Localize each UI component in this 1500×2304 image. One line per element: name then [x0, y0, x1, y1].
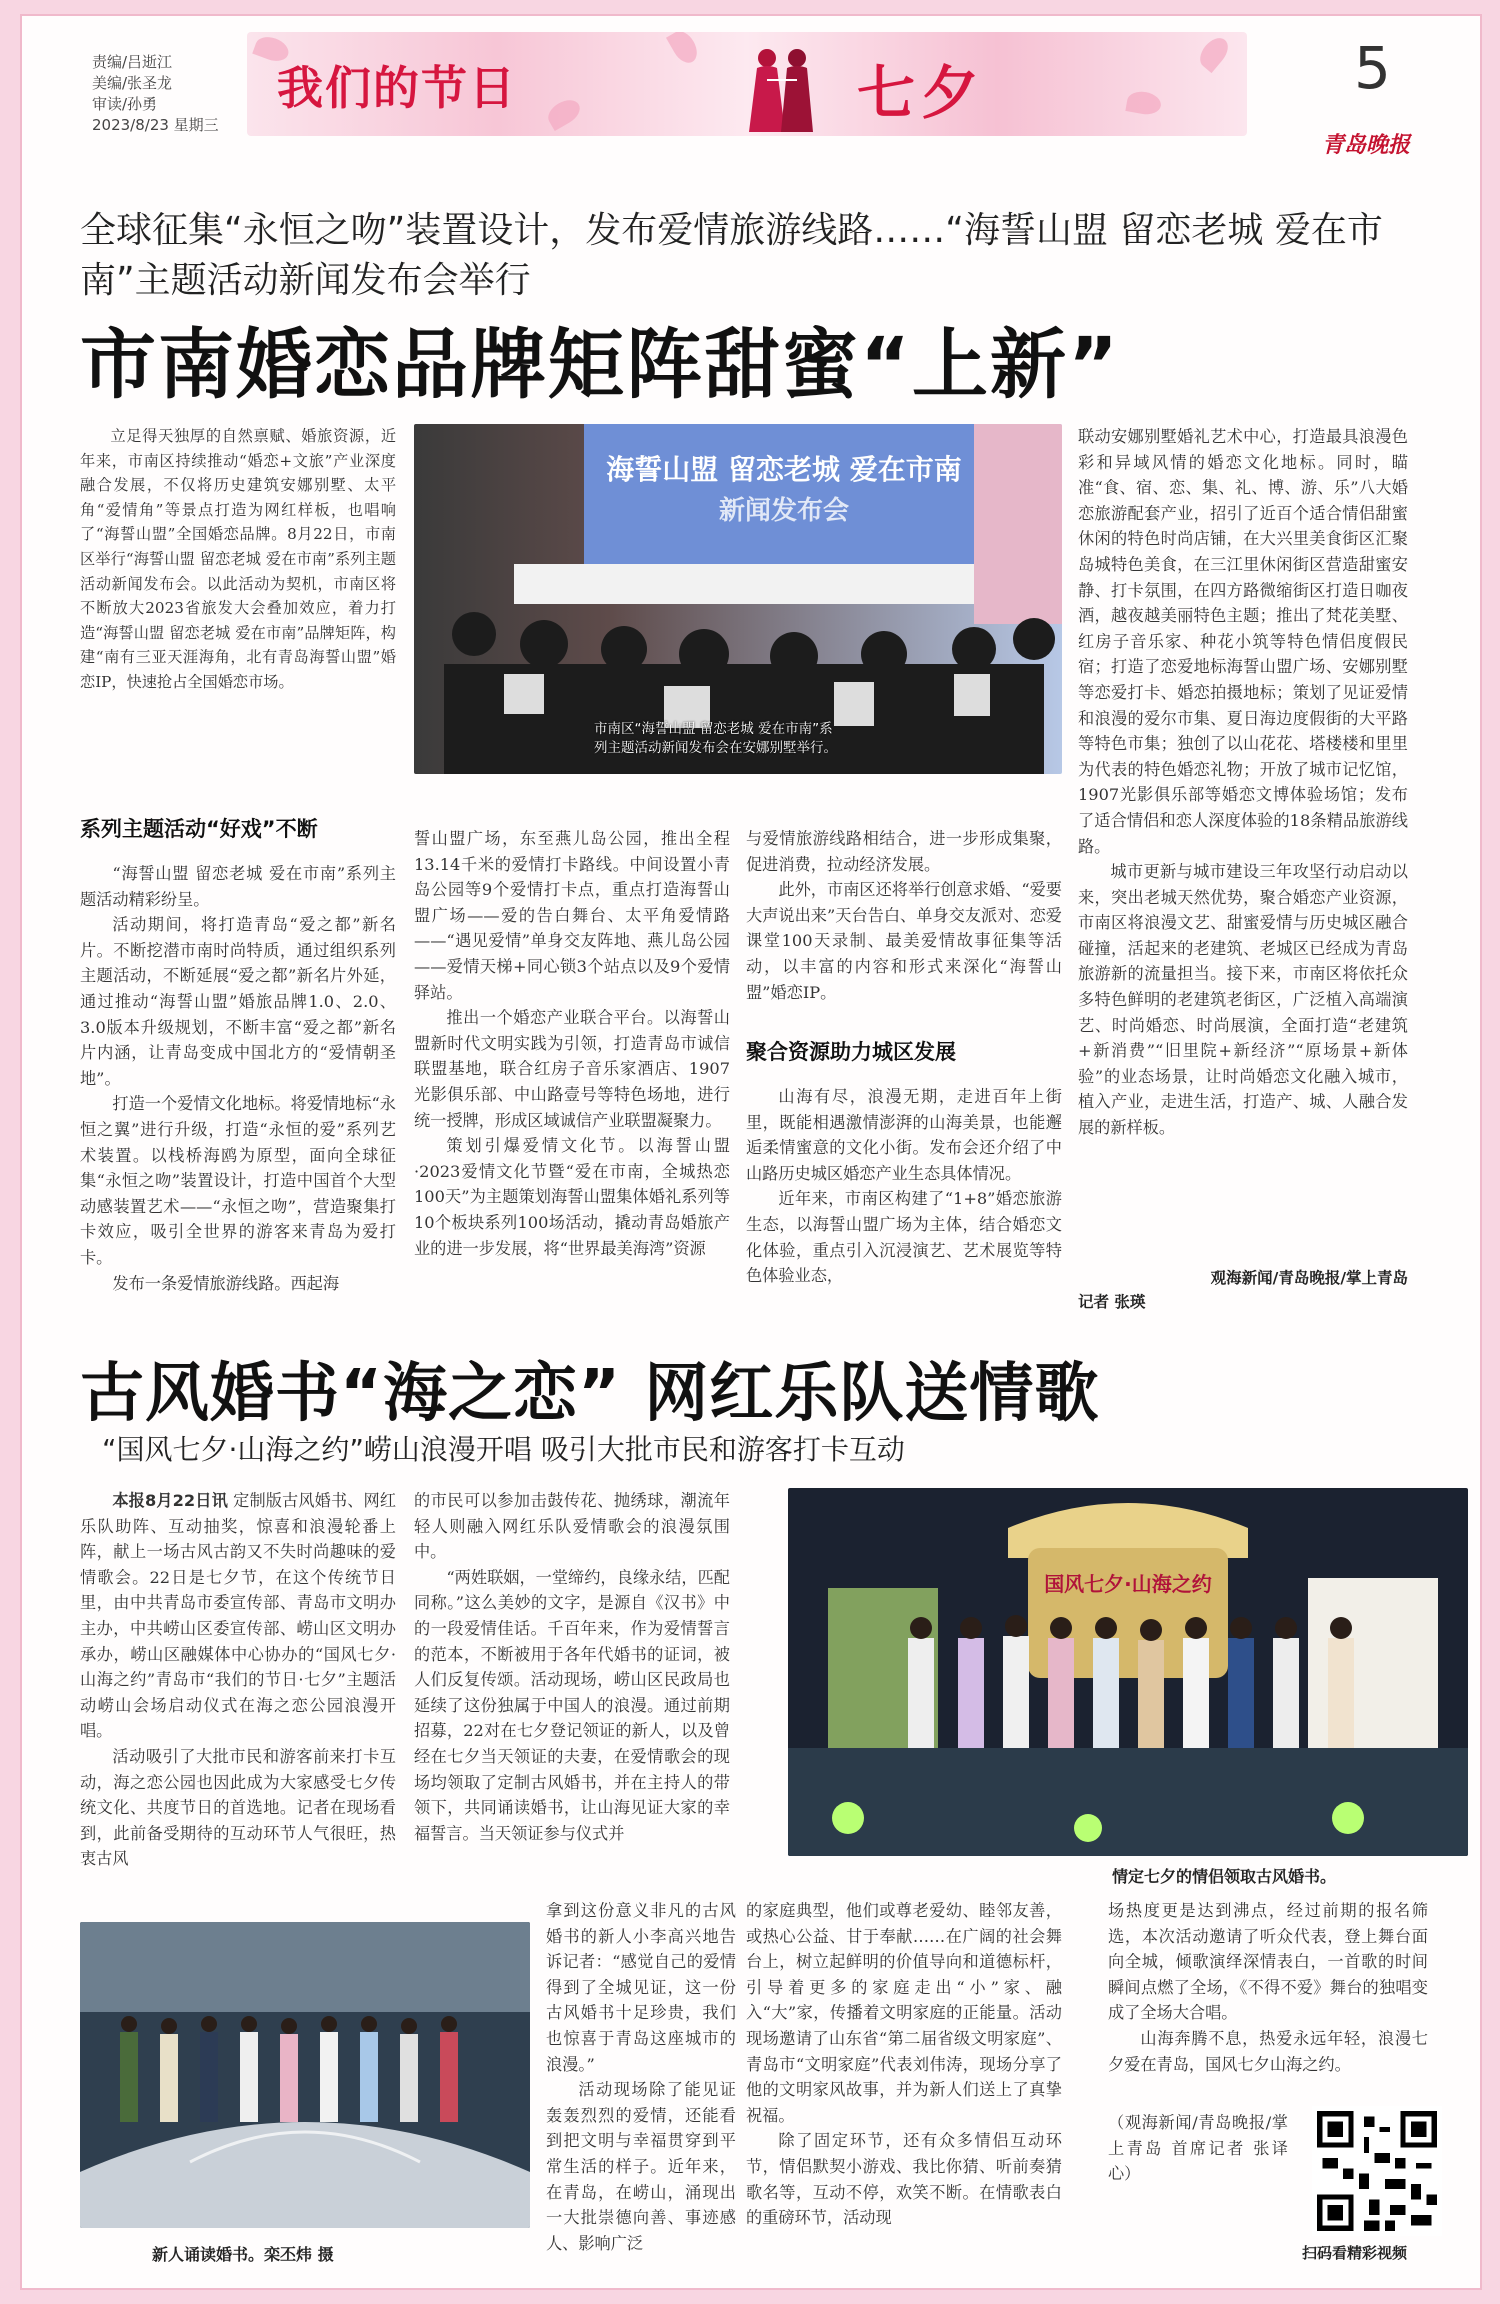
article1-col2: [414, 826, 730, 1316]
article1-col3: [746, 826, 1062, 1026]
editor-credit: 责编/吕逝江: [92, 53, 173, 71]
article2-col2b: [546, 1898, 736, 2258]
couple-silhouette-icon: [727, 40, 837, 136]
article1-subhead-1: 系列主题活动“好戏”不断: [80, 817, 318, 841]
issue-date: 2023/8/23 星期三: [92, 116, 219, 134]
reviewer-credit: 审读/孙勇: [92, 95, 158, 113]
article1-subhead-2: 聚合资源助力城区发展: [746, 1040, 956, 1064]
article2-col2: [414, 1488, 730, 1918]
article1-headline: 市南婚恋品牌矩阵甜蜜“上新”: [80, 320, 1120, 409]
article1-col1: [80, 861, 396, 1306]
paragraph: 活动期间，将打造青岛“爱之都”新名片。不断挖潜市南时尚特质，通过组织系列主题活动，不断延展“爱之都”新名片外延，通过推动“海誓山盟”婚旅品牌1.0、2.0、3.0版本升级规划，不断丰富“爱之都”新名片内涵，让青岛变成中国北方的“爱情朝圣地”。: [80, 915, 396, 1088]
photo-caption-overlay: 市南区“海誓山盟 留恋老城 爱在市南”系列主题活动新闻发布会在安娜别墅举行。: [594, 721, 837, 756]
article1-col4: [1078, 424, 1408, 1272]
paragraph: 策划引爆爱情文化节。以海誓山盟·2023爱情文化节暨“爱在市南，全城热恋100天”为主题策划海誓山盟集体婚礼系列等10个板块系列100场活动，撬动青岛婚旅产业的进一步发展，将“世界最美海湾”资源: [414, 1136, 730, 1258]
article2-deck: “国风七夕·山海之约”崂山浪漫开唱 吸引大批市民和游客打卡互动: [102, 1433, 905, 1466]
paragraph: 山海奔腾不息，热爱永远年轻，浪漫七夕爱在青岛，国风七夕山海之约。: [1108, 2028, 1428, 2074]
credit-reporter: 记者 张瑛: [1078, 1293, 1146, 1311]
article2-credit: （观海新闻/青岛晚报/掌上青岛 首席记者 张译心）: [1108, 2113, 1288, 2184]
paper-logo: 青岛晚报: [1322, 132, 1411, 158]
lead-paragraph: 立足得天独厚的自然禀赋、婚旅资源，近年来，市南区持续推动“婚恋+文旅”产业深度融合发展，不仅将历史建筑安娜别墅、太平角“爱情角”等景点打造为网红样板，也唱响了“海誓山盟”全国婚恋品牌。8月22日，市南区举行“海誓山盟 留恋老城 爱在市南”系列主题活动新闻发布会。以此活动为契机，市南区将不断放大2023省旅发大会叠加效应，着力打造“海誓山盟 留恋老城 爱在市南”品牌矩阵，构建“南有三亚天涯海角，北有青岛海誓山盟”婚恋IP，快速抢占全国婚恋市场。: [80, 427, 396, 691]
paragraph: “两姓联姻，一堂缔约，良缘永结，匹配同称。”这么美妙的文字，是源自《汉书》中的一段爱情佳话。千百年来，作为爱情誓言的范本，不断被用于各年代婚书的证词，被人们反复传颂。活动现场，崂山区民政局也延续了这份独属于中国人的浪漫。通过前期招募，22对在七夕登记领证的新人，以及曾经在七夕当天领证的夫妻，在爱情歌会的现场均领取了定制古风婚书，并在主持人的带领下，共同诵读婚书，让山海见证大家的幸福誓言。当天领证参与仪式并: [414, 1567, 730, 1843]
couples-photo-caption: 情定七夕的情侣领取古风婚书。: [1112, 1867, 1337, 1886]
article2-headline: 古风婚书“海之恋” 网红乐队送情歌: [80, 1357, 1100, 1431]
festival-banner: [247, 32, 1247, 136]
paragraph: 活动现场除了能见证轰轰烈烈的爱情，还能看到把文明与幸福贯穿到平常生活的样子。近年来，在青岛，在崂山，涌现出一大批崇德向善、事迹感人、影响广泛: [546, 2080, 736, 2253]
photo-sign-subtitle: 新闻发布会: [718, 496, 849, 526]
article1-col3b: [746, 1084, 1062, 1316]
paragraph: 场热度更是达到沸点，经过前期的报名筛选，本次活动邀请了听众代表，登上舞台面向全城，倾歌演绎深情表白，一首歌的时间瞬间点燃了全场，《不得不爱》舞台的独唱变成了全场大合唱。: [1108, 1901, 1428, 2023]
article1-kicker: 全球征集“永恒之吻”装置设计，发布爱情旅游线路……“海誓山盟 留恋老城 爱在市南”主题活动新闻发布会举行: [80, 210, 1383, 301]
newspaper-page: [20, 14, 1482, 2290]
paragraph: 与爱情旅游线路相结合，进一步形成集聚，促进消费，拉动经济发展。: [746, 829, 1062, 874]
couples-stage-photo: [788, 1488, 1468, 1856]
article2-col1: [80, 1488, 396, 1928]
couples-reading-photo: [80, 1922, 530, 2228]
article1-credit: [1078, 1266, 1408, 1314]
credit-outlet: 观海新闻/青岛晚报/掌上青岛: [1210, 1269, 1408, 1287]
article2-col3: [746, 1898, 1062, 2258]
paragraph: “海誓山盟 留恋老城 爱在市南”系列主题活动精彩纷呈。: [80, 864, 396, 909]
paragraph: 打造一个爱情文化地标。将爱情地标“永恒之翼”进行升级，打造“永恒的爱”系列艺术装置。以栈桥海鸥为原型，面向全球征集“永恒之吻”装置设计，打造中国首个大型动感装置艺术——“永恒之吻”，营造聚集打卡效应，吸引全世界的游客来青岛为爱打卡。: [80, 1094, 396, 1267]
paragraph: 活动吸引了大批市民和游客前来打卡互动，海之恋公园也因此成为大家感受七夕传统文化、共度节日的首选地。记者在现场看到，此前备受期待的互动环节人气很旺，热衷古风: [80, 1746, 396, 1869]
paragraph: 近年来，市南区构建了“1+8”婚恋旅游生态，以海誓山盟广场为主体，结合婚恋文化体验，重点引入沉浸演艺、艺术展览等特色体验业态，: [746, 1189, 1062, 1286]
paragraph: 联动安娜别墅婚礼艺术中心，打造最具浪漫色彩和异域风情的婚恋文化地标。同时，瞄准“食、宿、恋、集、礼、博、游、乐”八大婚恋旅游配套产业，招引了近百个适合情侣甜蜜休闲的特色时尚店铺，在大兴里美食街区汇聚岛城特色美食，在三江里休闲街区营造甜蜜安静、打卡氛围，在四方路微缩街区打造日咖夜酒，越夜越美丽特色主题；推出了梵花美墅、红房子音乐家、种花小筑等特色情侣度假民宿；打造了恋爱地标海誓山盟广场、安娜别墅等恋爱打卡、婚恋拍摄地标；策划了见证爱情和浪漫的爱尔市集、夏日海边度假街的大平路等特色市集；独创了以山花花、塔楼楼和里里为代表的特色婚恋礼物；开放了城市记忆馆，1907光影俱乐部等婚恋文博体验场馆；发布了适合情侣和恋人深度体验的18条精品旅游线路。: [1078, 427, 1408, 856]
qr-code-icon[interactable]: [1312, 2106, 1442, 2236]
paragraph: 的市民可以参加击鼓传花、抛绣球，潮流年轻人则融入网红乐队爱情歌会的浪漫氛围中。: [414, 1491, 730, 1562]
dateline: 本报8月22日讯: [112, 1491, 228, 1510]
qr-caption: 扫码看精彩视频: [1302, 2244, 1408, 2262]
article1-lead: [80, 424, 396, 804]
photo-sign-title: 海誓山盟 留恋老城 爱在市南: [606, 453, 962, 486]
reading-photo-caption: 新人诵读婚书。栾丕炜 摄: [152, 2245, 334, 2264]
paragraph: 的家庭典型，他们或尊老爱幼、睦邻友善，或热心公益、甘于奉献……在广阔的社会舞台上，树立起鲜明的价值导向和道德标杆，引导着更多的家庭走出“小”家、融入“大”家，传播着文明家庭的正能量。活动现场邀请了山东省“第二届省级文明家庭”、青岛市“文明家庭”代表刘伟涛，现场分享了他的文明家风故事，并为新人们送上了真挚祝福。: [746, 1901, 1062, 2125]
paragraph: 推出一个婚恋产业联合平台。以海誓山盟新时代文明实践为引领，打造青岛市诚信联盟基地，联合红房子音乐家酒店、1907光影俱乐部、中山路壹号等特色场地，进行统一授牌，形成区域诚信产业联盟凝聚力。: [414, 1008, 730, 1130]
paragraph: 本报8月22日讯 定制版古风婚书、网红乐队助阵、互动抽奖，惊喜和浪漫轮番上阵，献上一场古风古韵又不失时尚趣味的爱情歌会。22日是七夕节，在这个传统节日里，由中共青岛市委宣传部、青岛市文明办主办，中共崂山区委宣传部、崂山区文明办承办，崂山区融媒体中心协办的“国风七夕·山海之约”青岛市“我们的节日·七夕”主题活动崂山会场启动仪式在海之恋公园浪漫开唱。: [80, 1491, 396, 1741]
paragraph: 此外，市南区还将举行创意求婚、“爱要大声说出来”天台告白、单身交友派对、恋爱课堂100天录制、最美爱情故事征集等活动，以丰富的内容和形式来深化“海誓山盟”婚恋IP。: [746, 880, 1062, 1002]
page-number: 5: [1354, 34, 1391, 102]
paragraph: 誓山盟广场，东至燕儿岛公园，推出全程13.14千米的爱情打卡路线。中间设置小青岛公园等9个爱情打卡点，重点打造海誓山盟广场——爱的告白舞台、太平角爱情路——“遇见爱情”单身交友阵地、燕儿岛公园——爱情天梯+同心锁3个站点以及9个爱情驿站。: [414, 829, 730, 1002]
paragraph: 发布一条爱情旅游线路。西起海: [112, 1273, 340, 1293]
paragraph: 山海有尽，浪漫无期，走进百年上街里，既能相遇激情澎湃的山海美景，也能邂逅柔情蜜意的文化小街。发布会还介绍了中山路历史城区婚恋产业生态具体情况。: [746, 1087, 1062, 1183]
page-meta: [92, 52, 252, 136]
paragraph: 城市更新与城市建设三年攻坚行动启动以来，突出老城天然优势，聚合婚恋产业资源，市南区将浪漫文艺、甜蜜爱情与历史城区融合碰撞，活起来的老建筑、老城区已经成为青岛旅游新的流量担当。接下来，市南区将依托众多特色鲜明的老建筑老街区，广泛植入高端演艺、时尚婚恋、时尚展演，全面打造“老建筑+新消费”“旧里院+新经济”“原场景+新体验”的业态场景，让时尚婚恋文化融入城市，植入产业，走进生活，打造产、城、人融合发展的新样板。: [1078, 862, 1408, 1138]
designer-credit: 美编/张圣龙: [92, 74, 173, 92]
banner-title-right: 七夕: [857, 59, 986, 127]
banner-title-left: 我们的节日: [277, 61, 517, 115]
paragraph: 除了固定环节，还有众多情侣互动环节，情侣默契小游戏、我比你猜、听前奏猜歌名等，互动不停，欢笑不断。在情歌表白的重磅环节，活动现: [746, 2131, 1062, 2228]
stage-banner-text: 国风七夕·山海之约: [1044, 1572, 1212, 1596]
paragraph: 拿到这份意义非凡的古风婚书的新人小李高兴地告诉记者：“感觉自己的爱情得到了全城见证，这一份古风婚书十足珍贵，我们也惊喜于青岛这座城市的浪漫。”: [546, 1901, 736, 2074]
press-conference-photo: [414, 424, 1062, 774]
